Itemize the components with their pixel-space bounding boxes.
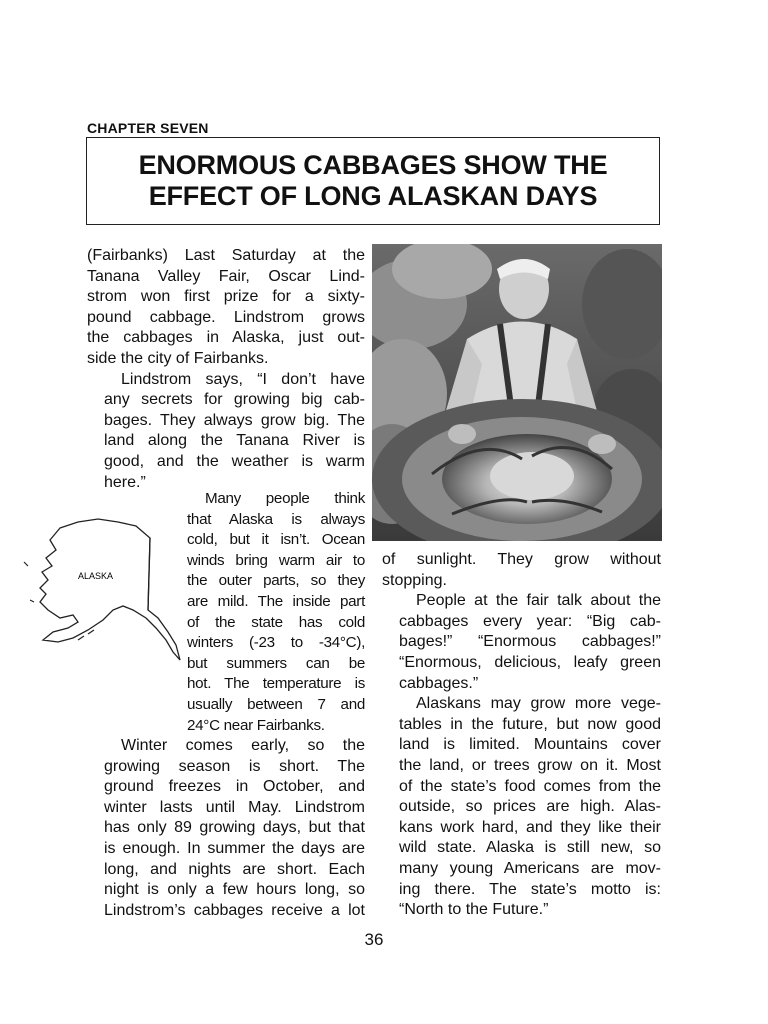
text-line: good, and the weather is warm: [104, 452, 365, 470]
text-line: (Fairbanks) Last Saturday at the: [87, 247, 365, 264]
left-para-1: [87, 246, 365, 370]
text-line: “North to the Future.”: [399, 901, 549, 919]
text-line: ing there. The state’s motto is:: [399, 880, 661, 898]
text-line: Tanana Valley Fair, Oscar Lind-: [87, 267, 365, 285]
text-line: Many people think: [205, 490, 365, 507]
alaska-map-icon: [18, 510, 188, 670]
text-line: that Alaska is always: [187, 510, 365, 528]
text-line: “Enormous, delicious, leafy green: [399, 653, 661, 671]
right-para-3: [382, 694, 661, 921]
text-line: land is limited. Mountains cover: [399, 736, 661, 754]
text-line: People at the fair talk about the: [416, 592, 661, 610]
text-line: of sunlight. They grow without: [382, 551, 661, 568]
text-line: strom won first prize for a sixty-: [87, 288, 365, 306]
map-label: ALASKA: [78, 571, 114, 581]
text-line: Lindstrom’s cabbages receive a lot: [104, 901, 365, 919]
left-para-3: [187, 489, 365, 736]
page-number: 36: [364, 930, 384, 949]
text-line: the land, or trees grow on it. Most: [399, 756, 661, 774]
text-line: cabbages.”: [399, 674, 479, 692]
text-line: of the state’s food comes from the: [399, 777, 661, 795]
text-line: night is only a few hours long, so: [104, 881, 365, 899]
text-line: the outer parts, so they: [187, 572, 365, 590]
text-line: winds bring warm air to: [187, 551, 365, 569]
text-line: winter lasts until May. Lindstrom: [104, 798, 365, 816]
chapter-label: CHAPTER SEVEN: [87, 120, 209, 136]
text-line: the cabbages in Alaska, just out-: [87, 329, 365, 347]
text-line: winters (-23 to -34°C),: [187, 634, 365, 652]
text-line: cabbages every year: “Big cab-: [399, 612, 661, 630]
text-line: hot. The temperature is: [187, 675, 365, 693]
title-box: [86, 137, 660, 225]
text-line: any secrets for growing big cab-: [104, 391, 365, 409]
text-line: cold, but it isn’t. Ocean: [187, 531, 365, 549]
title-line-2: EFFECT OF LONG ALASKAN DAYS: [148, 181, 598, 211]
text-line: ground freezes in October, and: [104, 778, 365, 796]
cabbage-photo: [372, 244, 662, 541]
right-para-2: [382, 591, 661, 694]
text-line: outside, so prices are high. Alas-: [399, 798, 661, 816]
photo-of-man-with-giant-cabbage-icon: [372, 244, 662, 541]
text-line: many young Americans are mov-: [399, 859, 661, 877]
text-line: tables in the future, but now good: [399, 715, 661, 733]
text-line: Alaskans may grow more vege-: [416, 695, 661, 713]
text-line: growing season is short. The: [104, 757, 365, 775]
right-para-1: [382, 550, 661, 591]
title-line-1: ENORMOUS CABBAGES SHOW THE: [138, 150, 608, 180]
text-line: wild state. Alaska is still new, so: [399, 839, 661, 857]
left-para-4: [87, 736, 365, 921]
left-para-2: [87, 370, 365, 494]
text-line: here.”: [104, 473, 146, 491]
text-line: but summers can be: [187, 654, 365, 672]
alaska-map: [18, 510, 188, 670]
left-column: [87, 246, 365, 493]
text-line: bages. They always grow big. The: [104, 411, 365, 429]
left-para-4-text: [87, 736, 365, 921]
text-line: 24°C near Fairbanks.: [187, 716, 325, 734]
text-line: kans work hard, and they like their: [399, 818, 661, 836]
text-line: land along the Tanana River is: [104, 432, 365, 450]
text-line: bages!” “Enormous cabbages!”: [399, 633, 661, 651]
text-line: of the state has cold: [187, 613, 365, 631]
narrow-para: [187, 489, 365, 736]
text-line: has only 89 growing days, but that: [104, 819, 365, 837]
right-column: [382, 550, 661, 921]
text-line: usually between 7 and: [187, 695, 365, 713]
text-line: is enough. In summer the days are: [104, 839, 365, 857]
text-line: long, and nights are short. Each: [104, 860, 365, 878]
text-line: stopping.: [382, 571, 447, 589]
text-line: are mild. The inside part: [187, 592, 365, 610]
text-line: side the city of Fairbanks.: [87, 349, 269, 367]
text-line: pound cabbage. Lindstrom grows: [87, 308, 365, 326]
text-line: Winter comes early, so the: [121, 737, 365, 754]
text-line: Lindstrom says, “I don’t have: [121, 370, 365, 388]
